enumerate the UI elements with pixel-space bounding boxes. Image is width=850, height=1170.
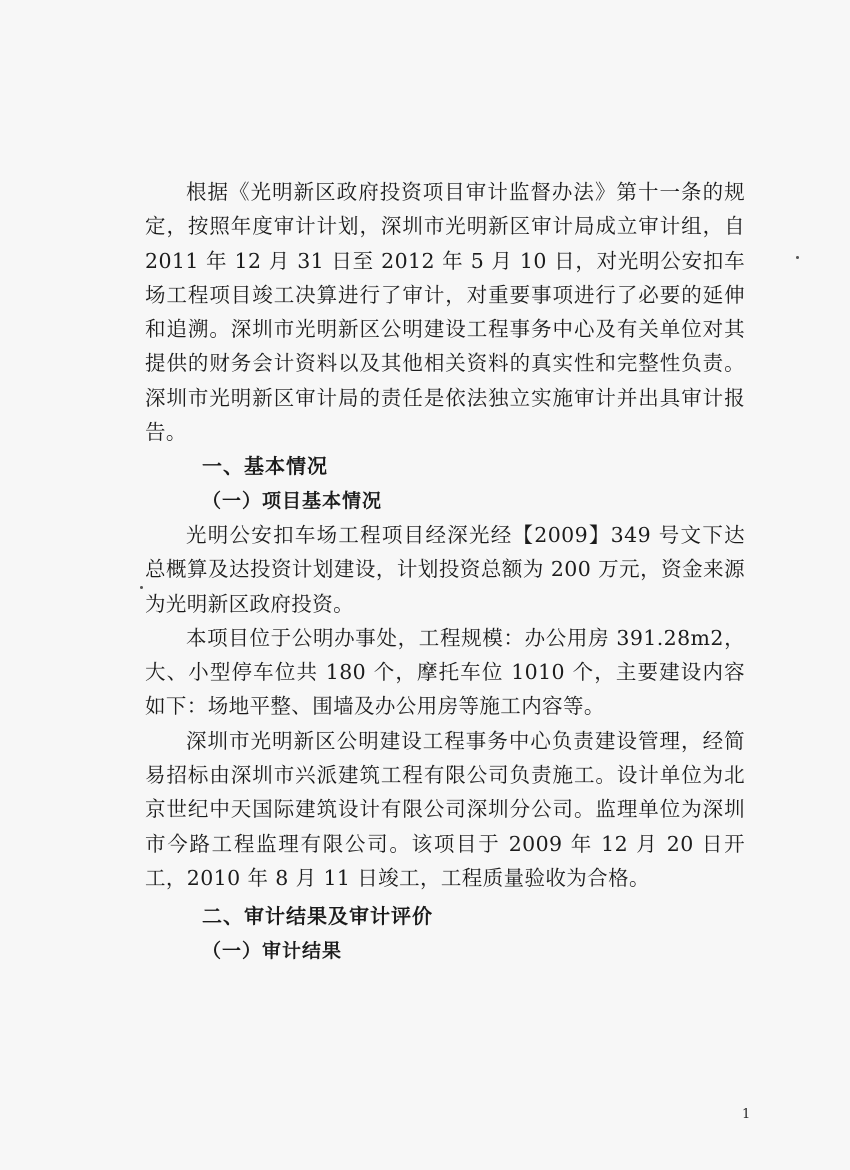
scan-speck bbox=[796, 256, 799, 259]
scan-speck bbox=[140, 586, 143, 589]
page-number: 1 bbox=[742, 1107, 751, 1122]
section-heading-basic-info: 一、基本情况 bbox=[202, 454, 328, 479]
paragraph-project-approval: 光明公安扣车场工程项目经深光经【2009】349 号文下达总概算及达投资计划建设，计划投资总额为 200 万元，资金来源为光明新区政府投资。 bbox=[145, 522, 745, 616]
subsection-heading-audit-result: （一）审计结果 bbox=[202, 939, 343, 962]
subsection-heading-project-info: （一）项目基本情况 bbox=[202, 489, 383, 512]
paragraph-intro: 根据《光明新区政府投资项目审计监督办法》第十一条的规定，按照年度审计计划，深圳市光明新区审计局成立审计组，自 2011 年 12 月 31 日至 2012 年 5 月 10 日，对光明公安扣车场工程项目竣工决算进行了审计，对重要事项进行了必要的延伸和追溯。深圳市光明新区公明建设工程事务中心及有关单位对其提供的财务会计资料以及其他相关资料的真实性和完整性负责。深圳市光明新区审计局的责任是依法独立实施审计并出具审计报告。 bbox=[145, 180, 745, 445]
paragraph-project-parties: 深圳市光明新区公明建设工程事务中心负责建设管理，经简易招标由深圳市兴派建筑工程有限公司负责施工。设计单位为北京世纪中天国际建筑设计有限公司深圳分公司。监理单位为深圳市今路工程监理有限公司。该项目于 2009 年 12 月 20 日开工，2010 年 8 月 11 日竣工，工程质量验收为合格。 bbox=[145, 728, 745, 890]
paragraph-project-scale: 本项目位于公明办事处，工程规模：办公用房 391.28m2，大、小型停车位共 180 个，摩托车位 1010 个，主要建设内容如下：场地平整、围墙及办公用房等施工内容等。 bbox=[145, 625, 745, 719]
section-heading-audit-results: 二、审计结果及审计评价 bbox=[202, 904, 433, 929]
document-body bbox=[145, 175, 745, 968]
